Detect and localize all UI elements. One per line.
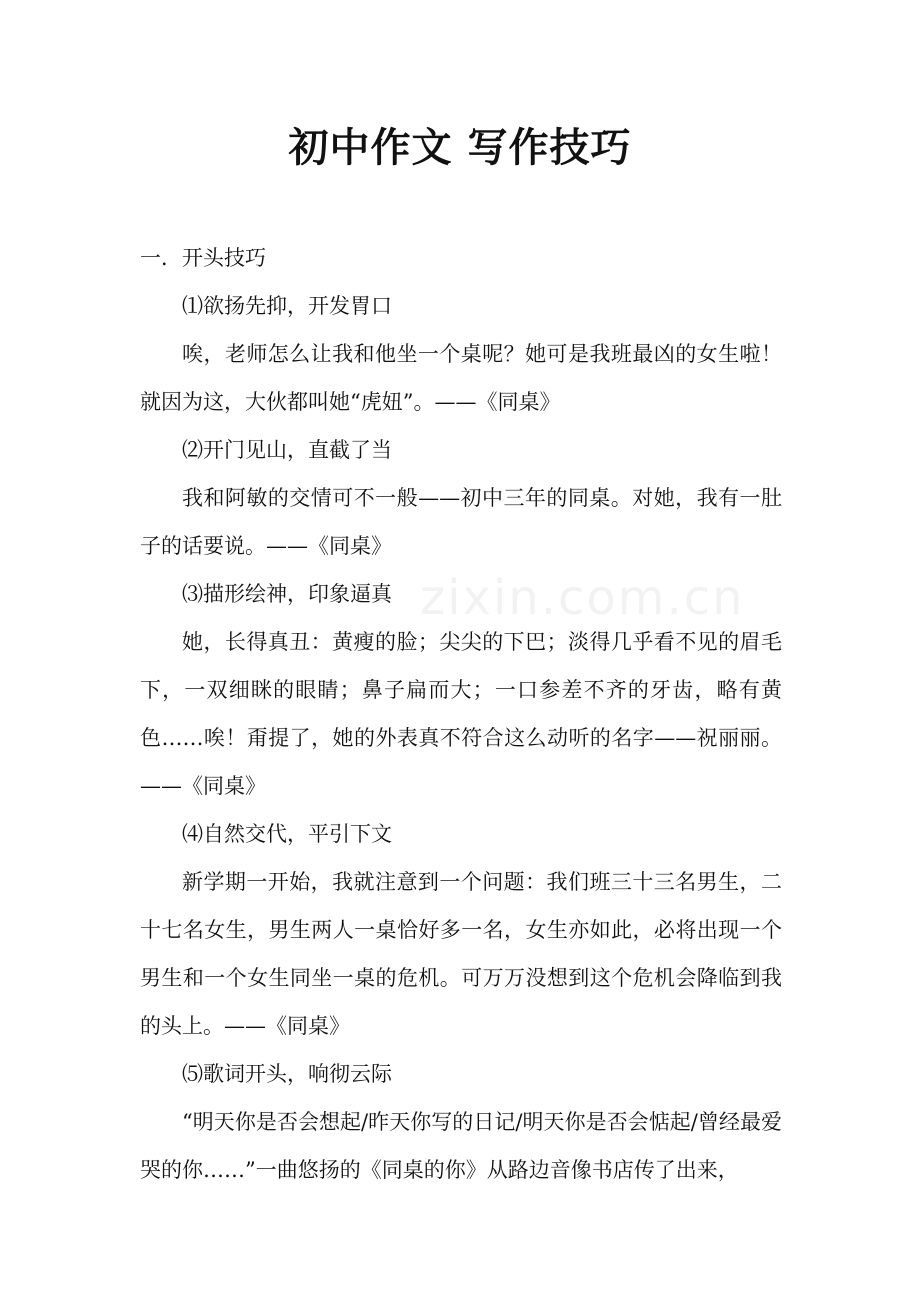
paragraph-3: 她，长得真丑：黄瘦的脸；尖尖的下巴；淡得几乎看不见的眉毛下，一双细眯的眼睛；鼻子扁而大；一口参差不齐的牙齿，略有黄色……唉！甭提了，她的外表真不符合这么动听的名字——祝丽丽。——《同桌》 (140, 630, 782, 798)
subsection-heading-5: ⑸歌词开头，响彻云际 (182, 1062, 392, 1086)
paragraph-2: 我和阿敏的交情可不一般——初中三年的同桌。对她，我有一肚子的话要说。——《同桌》 (140, 486, 782, 558)
paragraph-4: 新学期一开始，我就注意到一个问题：我们班三十三名男生，二十七名女生，男生两人一桌恰好多一名，女生亦如此，必将出现一个男生和一个女生同坐一桌的危机。可万万没想到这个危机会降临到我的头上。——《同桌》 (140, 870, 782, 1038)
subsection-heading-1: ⑴欲扬先抑，开发胃口 (182, 294, 392, 318)
subsection-heading-3: ⑶描形绘神，印象逼真 (182, 582, 392, 606)
document-body (140, 234, 782, 1194)
subsection-heading-4: ⑷自然交代，平引下文 (182, 822, 392, 846)
document-title: 初中作文 写作技巧 (288, 125, 632, 171)
section-heading: 一．开头技巧 (140, 246, 266, 270)
paragraph-5: “明天你是否会想起/昨天你写的日记/明天你是否会惦起/曾经最爱哭的你……”一曲悠扬的《同桌的你》从路边音像书店传了出来， (140, 1110, 782, 1182)
subsection-heading-2: ⑵开门见山，直截了当 (182, 438, 392, 462)
watermark: zixin.com.cn (420, 570, 745, 626)
paragraph-1: 唉，老师怎么让我和他坐一个桌呢？她可是我班最凶的女生啦！就因为这，大伙都叫她“虎妞”。——《同桌》 (140, 342, 782, 414)
